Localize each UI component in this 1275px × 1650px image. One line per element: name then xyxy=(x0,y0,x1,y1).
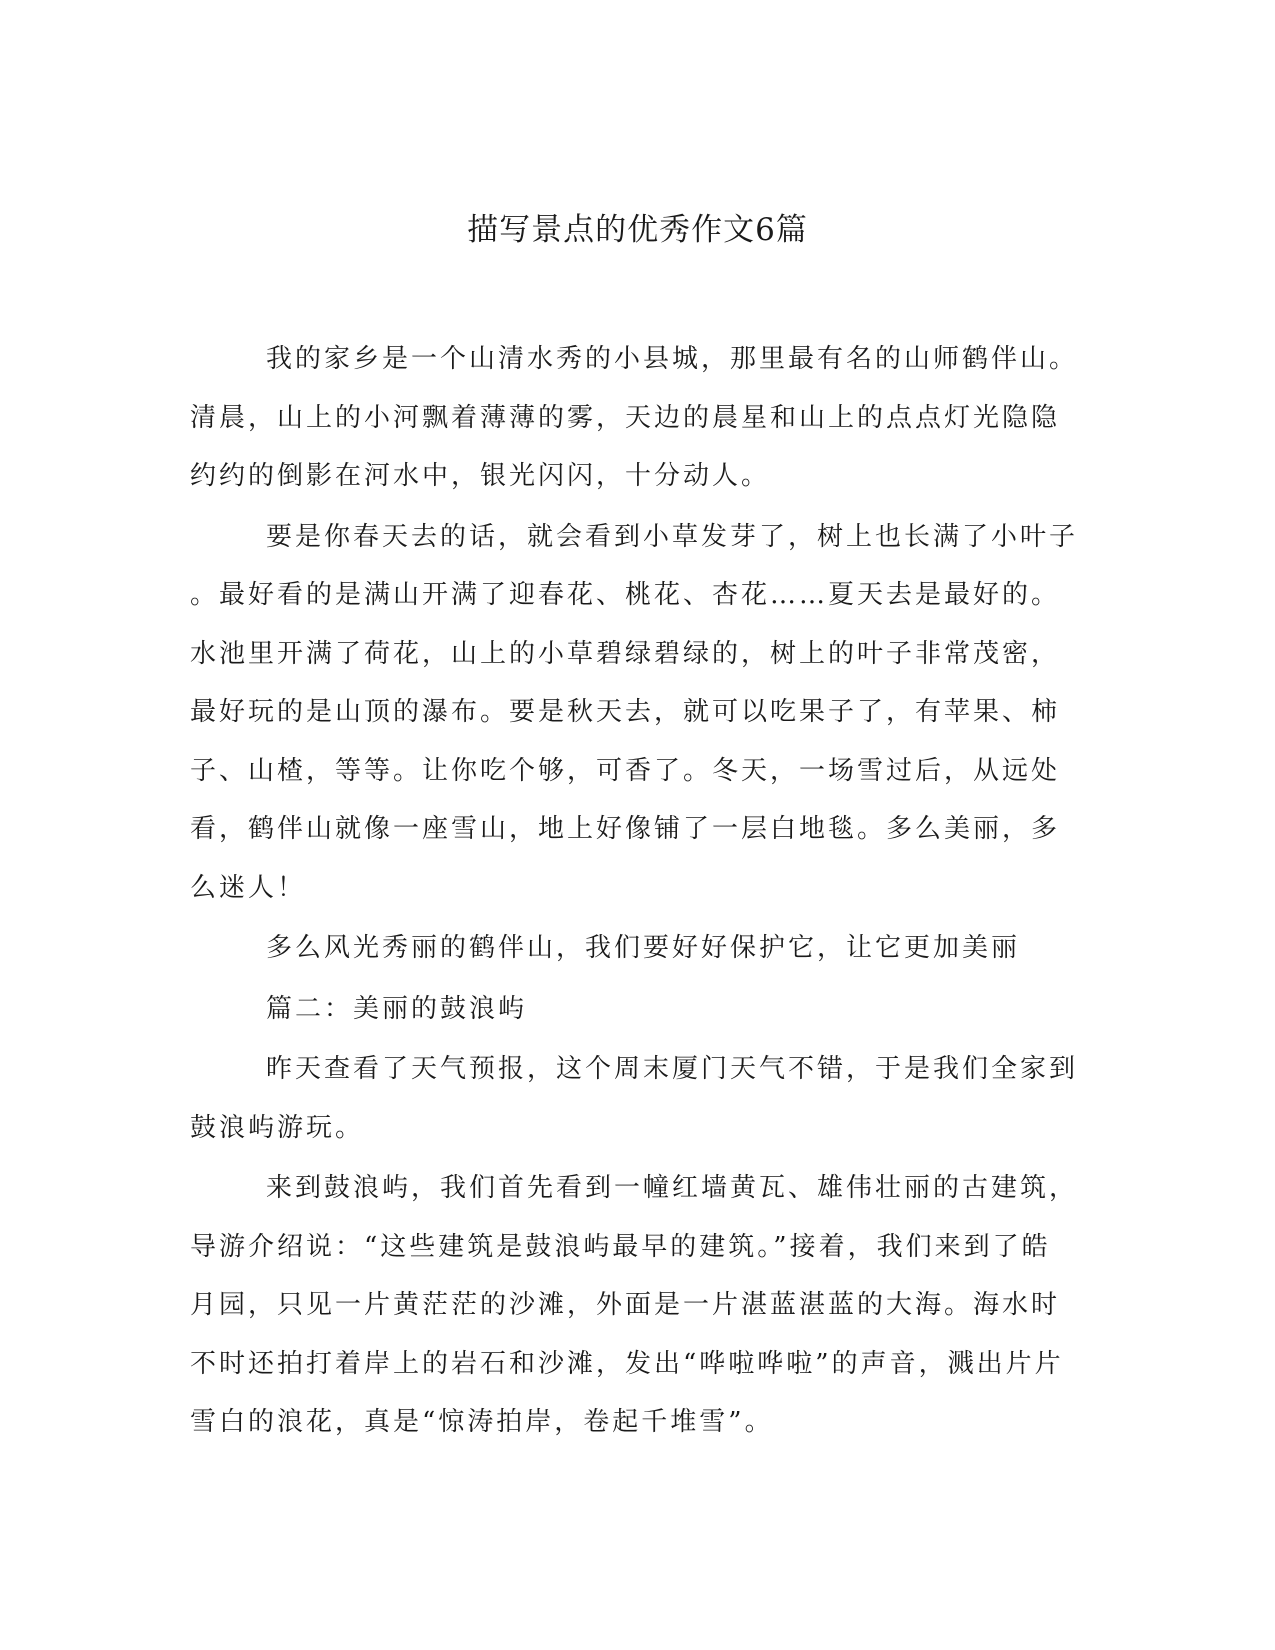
paragraph xyxy=(190,919,1085,978)
text-line: 要是你春天去的话，就会看到小草发芽了，树上也长满了小叶子 xyxy=(266,521,1079,552)
text-line: 鼓浪屿游玩。 xyxy=(190,1112,365,1143)
text-line: 不时还拍打着岸上的岩石和沙滩，发出“哗啦哗啦”的声音，溅出片片 xyxy=(190,1348,1064,1379)
text-line: 篇二：美丽的鼓浪屿 xyxy=(266,993,528,1024)
text-line: 最好玩的是山顶的瀑布。要是秋天去，就可以吃果子了，有苹果、柿 xyxy=(190,697,1061,727)
text-line: 来到鼓浪屿，我们首先看到一幢红墙黄瓦、雄伟壮丽的古建筑， xyxy=(266,1173,1079,1203)
paragraph xyxy=(190,508,1085,918)
text-line: 清晨，山上的小河飘着薄薄的雾，天边的晨星和山上的点点灯光隐隐 xyxy=(190,402,1061,433)
text-line: 看，鹤伴山就像一座雪山，地上好像铺了一层白地毯。多么美丽，多 xyxy=(190,814,1061,844)
text-line: 雪白的浪花，真是“惊涛拍岸，卷起千堆雪”。 xyxy=(190,1407,774,1437)
text-line: 导游介绍说：“这些建筑是鼓浪屿最早的建筑。”接着，我们来到了皓 xyxy=(190,1231,1051,1262)
text-line: 月园，只见一片黄茫茫的沙滩，外面是一片湛蓝湛蓝的大海。海水时 xyxy=(190,1290,1061,1320)
paragraph xyxy=(190,1040,1085,1157)
text-line: 昨天查看了天气预报，这个周末厦门天气不错，于是我们全家到 xyxy=(266,1054,1079,1084)
section-heading xyxy=(190,980,1085,1039)
text-line: 么迷人！ xyxy=(190,872,307,903)
text-line: 约约的倒影在河水中，银光闪闪，十分动人。 xyxy=(190,461,771,491)
text-line: 子、山楂，等等。让你吃个够，可香了。冬天，一场雪过后，从远处 xyxy=(190,755,1061,786)
paragraph xyxy=(190,330,1085,506)
document-body xyxy=(190,330,1085,1452)
paragraph xyxy=(190,1159,1085,1452)
text-line: 多么风光秀丽的鹤伴山，我们要好好保护它，让它更加美丽 xyxy=(266,933,1021,963)
text-line: 。最好看的是满山开满了迎春花、桃花、杏花……夏天去是最好的。 xyxy=(190,580,1061,610)
document-title: 描写景点的优秀作文6篇 xyxy=(467,212,808,248)
text-line: 水池里开满了荷花，山上的小草碧绿碧绿的，树上的叶子非常茂密， xyxy=(190,638,1061,669)
text-line: 我的家乡是一个山清水秀的小县城，那里最有名的山师鹤伴山。 xyxy=(266,344,1079,374)
